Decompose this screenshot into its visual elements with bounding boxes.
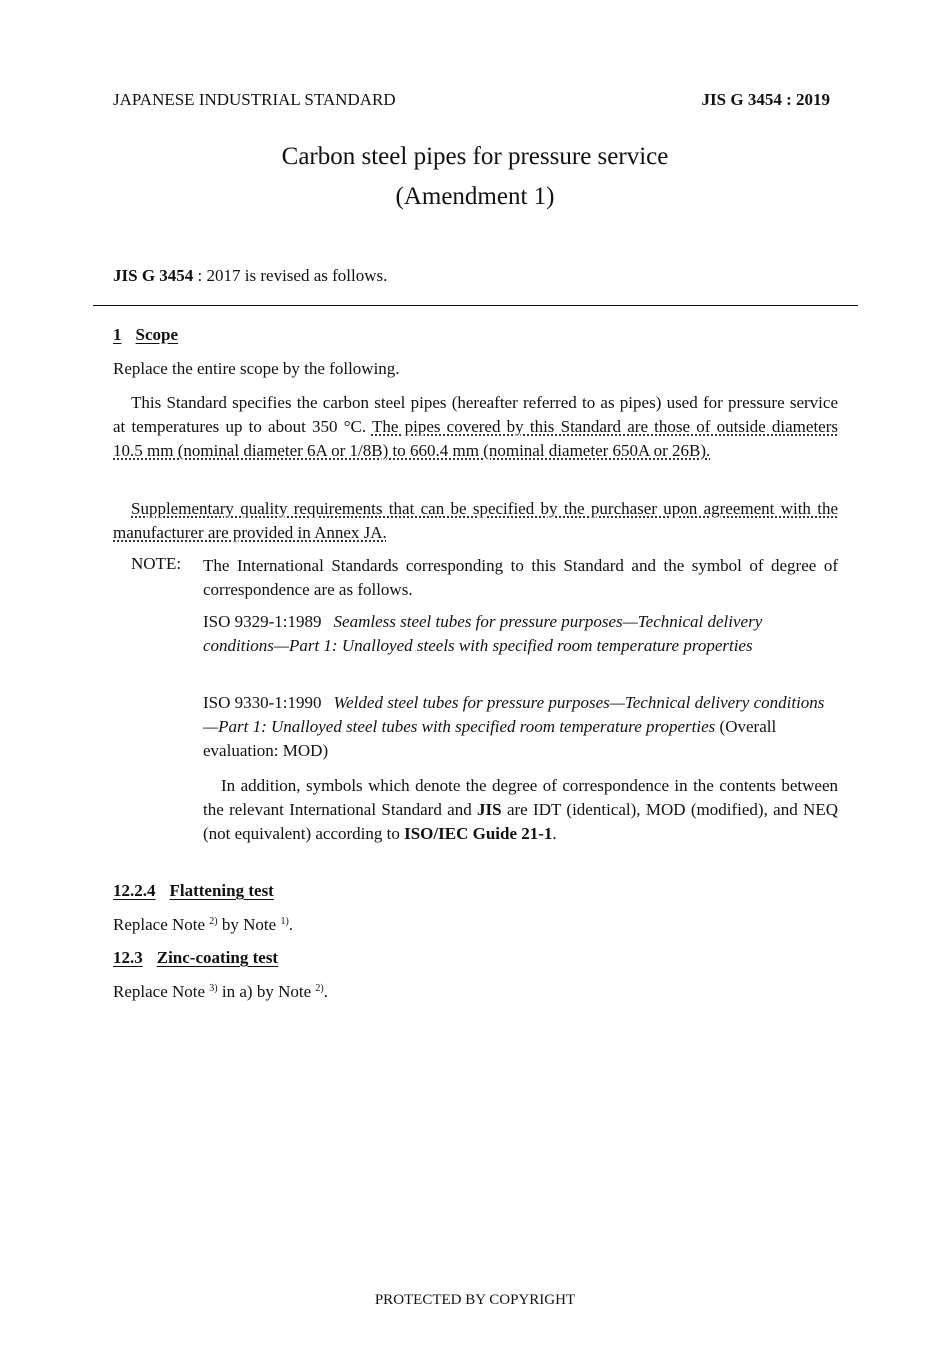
note-addition-guide: ISO/IEC Guide 21-1	[404, 824, 553, 843]
header-organization: JAPANESE INDUSTRIAL STANDARD	[113, 90, 396, 109]
scope-paragraph-2-amended: Supplementary quality requirements that can be specified by the purchaser upon agreement with the manufacturer are provided in Annex JA.	[113, 499, 838, 542]
divider	[93, 305, 858, 306]
section-number: 12.3	[113, 948, 143, 967]
scope-paragraph-1-plain: This Standard specifies the carbon steel pipes (hereafter referred to as pipes) used for pressure service at temperatures up to about 350 °C.	[113, 393, 838, 436]
instruction-text: Replace Note	[113, 915, 210, 934]
instruction-text: by Note	[217, 915, 281, 934]
revision-intro	[113, 266, 387, 286]
scope-paragraph-1	[113, 391, 838, 463]
instruction-text: in a) by Note	[217, 982, 316, 1001]
reference-title: Seamless steel tubes for pressure purposes—Technical delivery conditions—Part 1: Unalloyed steels with specified room temperature properties	[203, 612, 763, 655]
note-addition-jis: JIS	[477, 800, 502, 819]
copyright-footer: PROTECTED BY COPYRIGHT	[374, 1292, 576, 1308]
section-title: Scope	[135, 325, 178, 344]
document-title: Carbon steel pipes for pressure service	[281, 143, 669, 170]
header-standard-code: JIS G 3454 : 2019	[701, 90, 830, 109]
note-ref-sup: 2)	[315, 983, 324, 994]
note-addition-text: In addition, symbols which denote the degree of correspondence in the contents between the relevant International Standard and	[203, 776, 838, 819]
note-ref-sup: 2)	[209, 916, 218, 927]
instruction-text: .	[323, 982, 328, 1001]
revision-intro-text: : 2017 is revised as follows.	[193, 266, 388, 285]
reference-title: Welded steel tubes for pressure purposes—Technical delivery conditions—Part 1: Unalloyed steel tubes with specified room temperature properties	[203, 693, 825, 736]
reference-item	[203, 691, 828, 763]
scope-paragraph-1-amended: The pipes covered by this Standard are those of outside diameters 10.5 mm (nominal diameter 6A or 1/8B) to 660.4 mm (nominal diameter 650A or 26B).	[113, 417, 838, 460]
reference-code: ISO 9329-1:1989	[203, 612, 322, 631]
instruction-text: Replace Note	[113, 982, 210, 1001]
note-text: The International Standards corresponding to this Standard and the symbol of degree of correspondence are as follows.	[203, 556, 838, 599]
reference-item	[203, 610, 828, 658]
note-addition	[203, 774, 838, 846]
note-addition-text: are IDT (identical), MOD (modified), and NEQ (not equivalent) according to	[203, 800, 838, 843]
zinc-coating-test-instruction	[113, 980, 838, 1004]
note-label: NOTE:	[131, 554, 182, 573]
reference-suffix: (Overall evaluation: MOD)	[203, 717, 777, 760]
scope-paragraph-2	[113, 497, 838, 545]
instruction-text: .	[288, 915, 294, 934]
note-addition-end: .	[552, 824, 557, 843]
reference-code: ISO 9330-1:1990	[203, 693, 322, 712]
section-heading-flattening-test	[113, 881, 274, 901]
section-number: 12.2.4	[113, 881, 156, 900]
section-number: 1	[113, 325, 122, 344]
section-heading-zinc-coating-test	[113, 948, 278, 968]
note-ref-sup: 1)	[280, 916, 289, 927]
flattening-test-instruction	[113, 913, 838, 937]
scope-replace-instruction: Replace the entire scope by the following.	[113, 359, 400, 378]
revision-intro-code: JIS G 3454	[113, 266, 194, 285]
note-ref-sup: 3)	[209, 983, 218, 994]
document-subtitle: (Amendment 1)	[395, 183, 555, 210]
section-title: Flattening test	[169, 881, 274, 900]
section-heading-scope	[113, 325, 178, 345]
section-title: Zinc-coating test	[156, 948, 279, 967]
